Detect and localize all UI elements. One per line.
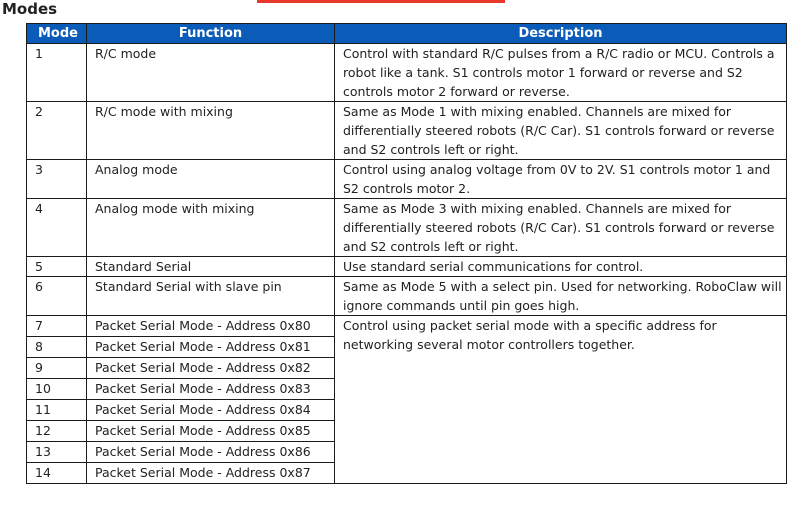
accent-bar [257, 0, 505, 3]
description-cell: Same as Mode 1 with mixing enabled. Channels are mixed for differentially steered robots (R/C Car). S1 controls forward or reverse and S2 controls left or right. [335, 102, 787, 160]
mode-cell: 13 [27, 442, 87, 463]
header-description: Description [335, 24, 787, 44]
mode-cell: 10 [27, 379, 87, 400]
function-cell: R/C mode [87, 44, 335, 102]
table-row [27, 257, 787, 277]
mode-cell: 14 [27, 463, 87, 484]
function-cell: Standard Serial [87, 257, 335, 277]
header-function: Function [87, 24, 335, 44]
mode-cell: 7 [27, 316, 87, 337]
function-cell: R/C mode with mixing [87, 102, 335, 160]
mode-cell: 3 [27, 160, 87, 199]
mode-cell: 1 [27, 44, 87, 102]
table-row [27, 160, 787, 199]
mode-cell: 9 [27, 358, 87, 379]
mode-cell: 11 [27, 400, 87, 421]
function-cell: Packet Serial Mode - Address 0x85 [87, 421, 335, 442]
description-cell: Same as Mode 3 with mixing enabled. Channels are mixed for differentially steered robots (R/C Car). S1 controls forward or reverse and S2 controls left or right. [335, 199, 787, 257]
function-cell: Packet Serial Mode - Address 0x87 [87, 463, 335, 484]
description-cell: Control using analog voltage from 0V to 2V. S1 controls motor 1 and S2 controls motor 2. [335, 160, 787, 199]
function-cell: Packet Serial Mode - Address 0x86 [87, 442, 335, 463]
function-cell: Packet Serial Mode - Address 0x84 [87, 400, 335, 421]
function-cell: Packet Serial Mode - Address 0x81 [87, 337, 335, 358]
function-cell: Packet Serial Mode - Address 0x80 [87, 316, 335, 337]
mode-cell: 6 [27, 277, 87, 316]
table-row [27, 102, 787, 160]
function-cell: Packet Serial Mode - Address 0x83 [87, 379, 335, 400]
description-cell: Use standard serial communications for control. [335, 257, 787, 277]
table-row [27, 44, 787, 102]
mode-cell: 12 [27, 421, 87, 442]
function-cell: Standard Serial with slave pin [87, 277, 335, 316]
packet-description-cell: Control using packet serial mode with a specific address for networking several motor controllers together. [335, 316, 787, 484]
function-cell: Analog mode [87, 160, 335, 199]
modes-table [26, 23, 787, 484]
description-cell: Control with standard R/C pulses from a R/C radio or MCU. Controls a robot like a tank. S1 controls motor 1 forward or reverse and S2 controls motor 2 forward or reverse. [335, 44, 787, 102]
table-row [27, 316, 787, 337]
header-mode: Mode [27, 24, 87, 44]
function-cell: Analog mode with mixing [87, 199, 335, 257]
header-row [27, 24, 787, 44]
function-cell: Packet Serial Mode - Address 0x82 [87, 358, 335, 379]
table-row [27, 199, 787, 257]
table-row [27, 277, 787, 316]
mode-cell: 5 [27, 257, 87, 277]
mode-cell: 4 [27, 199, 87, 257]
mode-cell: 2 [27, 102, 87, 160]
mode-cell: 8 [27, 337, 87, 358]
section-title: Modes [2, 0, 58, 18]
description-cell: Same as Mode 5 with a select pin. Used for networking. RoboClaw will ignore commands until pin goes high. [335, 277, 787, 316]
